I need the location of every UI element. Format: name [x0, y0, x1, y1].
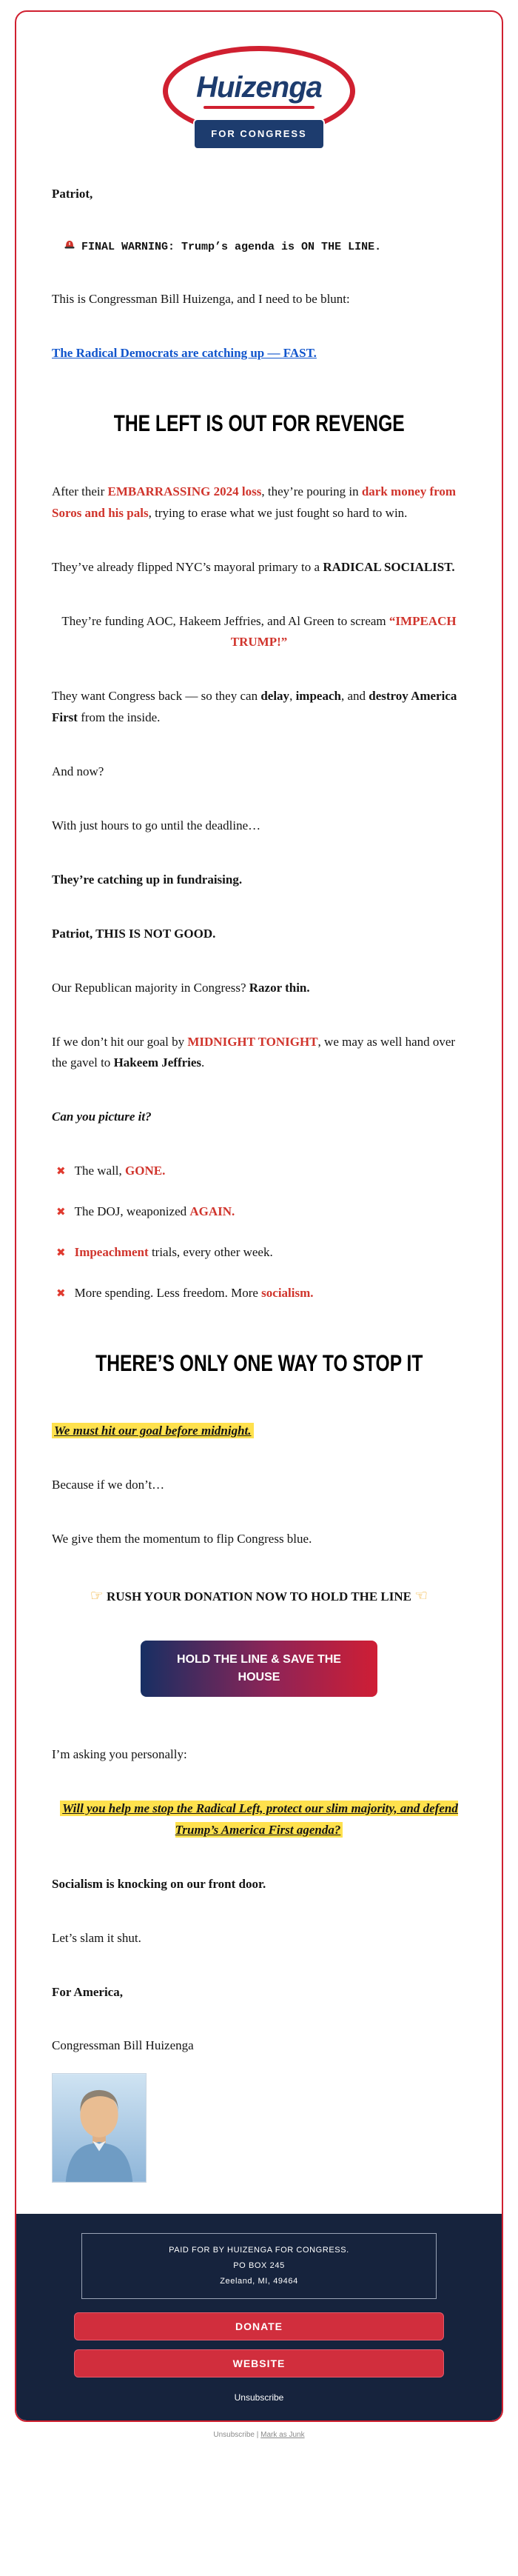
p-midnight-goal	[52, 1032, 466, 1075]
text-run: trials, every other week.	[148, 1245, 273, 1259]
greeting: Patriot,	[52, 187, 93, 201]
text-run: .	[201, 1055, 205, 1070]
p-question	[52, 1798, 466, 1841]
list-item	[56, 1161, 466, 1182]
siren-icon-svg	[64, 238, 75, 250]
radical-democrats-line	[52, 343, 466, 364]
text-run: The DOJ, weaponized	[74, 1204, 190, 1219]
list-item-text	[75, 1283, 314, 1304]
p-impeach-scream	[52, 611, 466, 654]
text-run: If we don’t hit our goal by	[52, 1034, 188, 1049]
cross-mark-icon: ✖	[56, 1246, 66, 1259]
text-run: They’re funding AOC, Hakeem Jeffries, and Al Green to scream	[61, 613, 389, 628]
question-highlight: Will you help me stop the Radical Left, protect our slim majority, and defend Trump’s America First agenda?	[60, 1801, 458, 1838]
p-slam: Let’s slam it shut.	[52, 1930, 141, 1945]
list-item-text	[75, 1242, 273, 1264]
footer-separator: |	[256, 2430, 259, 2439]
text-run: , and	[340, 689, 369, 704]
radical-democrats-link[interactable]: The Radical Democrats are catching up — FAST.	[52, 346, 317, 361]
bill-huizenga-photo	[52, 2073, 466, 2183]
text-run: They’ve already flipped NYC’s mayoral primary to a	[52, 559, 323, 574]
warning-text: Trump’s agenda is ON THE LINE.	[181, 240, 382, 253]
pointing-right-hand-icon: ☞	[90, 1586, 104, 1605]
text-run-bold: impeach	[295, 689, 341, 704]
p-asking: I’m asking you personally:	[52, 1747, 187, 1762]
p-because: Because if we don’t…	[52, 1478, 165, 1492]
campaign-logo	[163, 46, 355, 150]
section-heading-revenge	[52, 406, 466, 441]
logo-brand-text: Huizenga	[196, 71, 322, 104]
text-run: ,	[289, 689, 296, 704]
p-and-now: And now?	[52, 764, 104, 779]
email-card	[15, 10, 503, 2422]
text-run: , trying to erase what we just fought so hard to win.	[148, 505, 408, 520]
text-run-bold: RADICAL SOCIALIST.	[323, 559, 455, 574]
text-run: from the inside.	[77, 710, 161, 725]
logo-underline-swoosh	[204, 106, 314, 109]
logo-banner: FOR CONGRESS	[193, 119, 325, 150]
list-item-text	[75, 1161, 166, 1182]
warning-run	[81, 238, 381, 257]
text-run: The wall,	[74, 1164, 126, 1178]
text-run-red: socialism.	[261, 1285, 314, 1300]
final-warning-line	[52, 238, 466, 257]
paid-for-line: PAID FOR BY HUIZENGA FOR CONGRESS.	[169, 2246, 349, 2255]
p-goal-highlight	[52, 1421, 466, 1442]
cross-mark-icon: ✖	[56, 1286, 66, 1300]
text-run-red: EMBARRASSING 2024 loss	[107, 484, 262, 498]
text-run: After their	[52, 484, 108, 498]
hold-the-line-button[interactable]: HOLD THE LINE & SAVE THE HOUSE	[141, 1641, 377, 1697]
section-heading-stop	[52, 1346, 466, 1381]
text-run-bold: Razor thin.	[249, 980, 310, 995]
text-run: , we may as well hand over the gavel to	[52, 1034, 456, 1070]
cross-mark-icon: ✖	[56, 1205, 66, 1219]
pointing-left-hand-icon: ☜	[414, 1586, 428, 1605]
footer-unsubscribe-link[interactable]: Unsubscribe	[234, 2392, 284, 2403]
text-run-bold: Hakeem Jeffries	[113, 1055, 202, 1070]
text-run-bold: delay	[260, 689, 290, 704]
text-run: They want Congress back — so they can	[52, 689, 261, 704]
po-box-line: PO BOX 245	[233, 2261, 285, 2271]
p-momentum: We give them the momentum to flip Congress blue.	[52, 1532, 312, 1546]
headshot-illustration	[52, 2073, 147, 2183]
signature: Congressman Bill Huizenga	[52, 2038, 194, 2053]
text-run-red: MIDNIGHT TONIGHT	[187, 1034, 318, 1049]
goal-highlight: We must hit our goal before midnight.	[52, 1423, 254, 1438]
heading-text: THERE’S ONLY ONE WAY TO STOP IT	[95, 1349, 423, 1376]
mark-as-junk-link[interactable]: Mark as Junk	[260, 2430, 305, 2439]
text-run-red: AGAIN.	[189, 1204, 235, 1219]
siren-icon	[64, 238, 75, 257]
text-run-red: dark money from Soros and his pals	[52, 484, 457, 520]
cross-mark-icon: ✖	[56, 1164, 66, 1178]
intro-statement: This is Congressman Bill Huizenga, and I need to be blunt:	[52, 292, 350, 307]
list-item	[56, 1201, 466, 1223]
p-socialism: Socialism is knocking on our front door.	[52, 1876, 266, 1891]
text-run-red: GONE.	[125, 1164, 166, 1178]
city-line: Zeeland, MI, 49464	[220, 2277, 298, 2286]
text-run: More spending. Less freedom. More	[74, 1285, 262, 1300]
email-footer	[16, 2214, 502, 2420]
text-run-bold: destroy America First	[52, 689, 457, 725]
warning-label: FINAL WARNING:	[81, 240, 182, 253]
p-catching-up: They’re catching up in fundraising.	[52, 872, 243, 887]
text-run: , they’re pouring in	[261, 484, 362, 498]
p-razor-thin	[52, 978, 466, 999]
client-footer-bar	[0, 2426, 518, 2449]
text-run-red: Impeachment	[74, 1245, 149, 1259]
p-deadline: With just hours to go until the deadline…	[52, 818, 261, 832]
p-dark-money	[52, 481, 466, 524]
p-not-good: Patriot, THIS IS NOT GOOD.	[52, 926, 216, 941]
website-button[interactable]: WEBSITE	[74, 2349, 444, 2378]
donation-cta-line	[52, 1583, 466, 1608]
cta-text: RUSH YOUR DONATION NOW TO HOLD THE LINE	[103, 1589, 415, 1604]
text-run: Our Republican majority in Congress?	[52, 980, 249, 995]
p-congress-back	[52, 686, 466, 729]
disclaimer-box	[81, 2233, 437, 2299]
list-item	[56, 1242, 466, 1264]
list-item	[56, 1283, 466, 1304]
signoff: For America,	[52, 1984, 123, 1999]
p-nyc-primary	[52, 557, 466, 578]
email-body	[16, 12, 502, 2214]
unsubscribe-link[interactable]: Unsubscribe	[213, 2430, 255, 2439]
consequences-list	[56, 1161, 466, 1304]
impeach-trump-text: “IMPEACH TRUMP!”	[230, 613, 457, 650]
donate-button[interactable]: DONATE	[74, 2312, 444, 2340]
list-item-text	[75, 1201, 235, 1223]
p-picture-it: Can you picture it?	[52, 1110, 152, 1124]
heading-text: THE LEFT IS OUT FOR REVENGE	[113, 410, 405, 437]
